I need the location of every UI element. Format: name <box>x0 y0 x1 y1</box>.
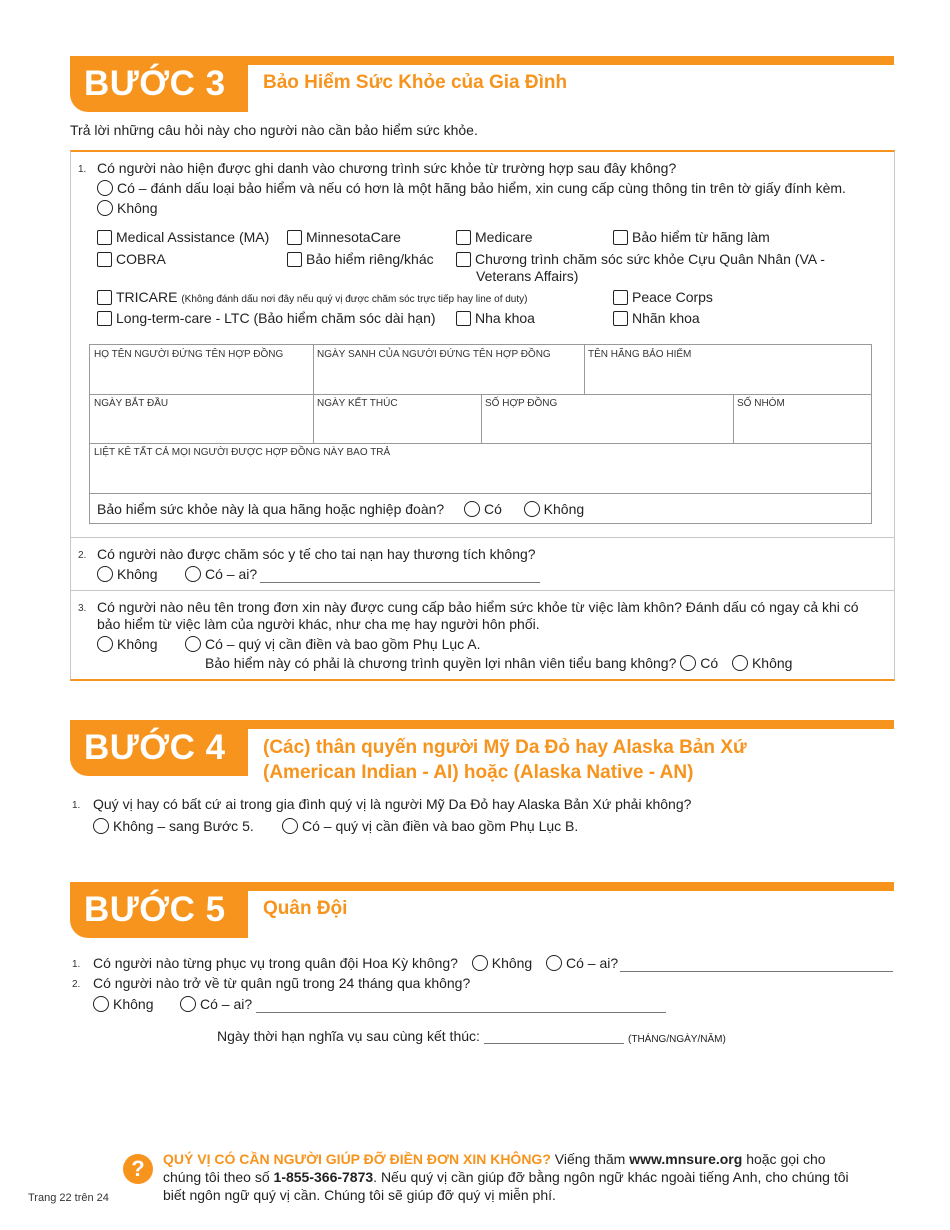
checkbox[interactable] <box>613 290 628 305</box>
radio-button[interactable] <box>97 200 113 216</box>
step5-badge: BƯỚC 5 <box>70 882 248 938</box>
checkbox-peace-corps[interactable]: Peace Corps <box>613 289 713 306</box>
q3-text-line1: Có người nào nêu tên trong đơn xin này được cung cấp bảo hiểm sức khỏe từ việc làm khôn? Đánh dấu có ngay cả khi có <box>97 599 859 615</box>
checkbox[interactable] <box>456 230 471 245</box>
website-link[interactable]: www.mnsure.org <box>629 1151 743 1167</box>
policy-holder-dob-field[interactable]: NGÀY SANH CỦA NGƯỜI ĐỨNG TÊN HỢP ĐỒNG <box>317 349 551 360</box>
q2-option-yes[interactable]: Có – ai? <box>185 566 257 583</box>
question-number: 3. <box>78 603 87 614</box>
step5-q1-who-input[interactable] <box>620 971 893 972</box>
checkbox[interactable] <box>97 311 112 326</box>
divider <box>70 537 895 538</box>
step5-q2-who-input[interactable] <box>256 1012 666 1013</box>
checkbox[interactable] <box>456 311 471 326</box>
step5-q2-text: Có người nào trở về từ quân ngũ trong 24 tháng qua không? <box>93 975 471 991</box>
step4-badge: BƯỚC 4 <box>70 720 248 776</box>
question-number: 1. <box>72 959 81 970</box>
radio-button[interactable] <box>185 636 201 652</box>
question-number: 1. <box>72 800 81 811</box>
through-employer-question: Bảo hiểm sức khỏe này là qua hãng hoặc nghiệp đoàn? Có Không <box>97 501 585 517</box>
step5-title: Quân Đội <box>263 898 348 919</box>
divider <box>70 590 895 591</box>
checkbox-medicare[interactable]: Medicare <box>456 229 533 246</box>
checkbox[interactable] <box>613 230 628 245</box>
question-number: 2. <box>78 550 87 561</box>
checkbox-minnesotacare[interactable]: MinnesotaCare <box>287 229 401 246</box>
help-text: QUÝ VỊ CÓ CẦN NGƯỜI GIÚP ĐỠ ĐIỀN ĐƠN XIN KHÔNG? Viếng thăm www.mnsure.org hoặc gọi cho chúng tôi theo số 1-855-366-7873. Nếu quý vị cần giúp đỡ bằng ngôn ngữ khác ngoài tiếng Anh, cho chúng tôi biết ngôn ngữ quý vị cần. Chúng tôi sẽ giúp đỡ quý vị miễn phí. <box>163 1151 849 1203</box>
q2-option-no[interactable]: Không <box>97 566 157 583</box>
radio-button[interactable] <box>472 955 488 971</box>
step5-q1-option-yes[interactable]: Có – ai? <box>546 955 618 971</box>
radio-button[interactable] <box>680 655 696 671</box>
step5-q2-option-no[interactable]: Không <box>93 996 153 1013</box>
checkbox[interactable] <box>97 252 112 267</box>
service-end-date-input[interactable] <box>484 1043 624 1044</box>
checkbox-medical-assistance[interactable]: Medical Assistance (MA) <box>97 229 269 246</box>
step4-title-line1: (Các) thân quyến người Mỹ Da Đỏ hay Alaska Bản Xứ <box>263 737 747 758</box>
step5-q1: Có người nào từng phục vụ trong quân đội Hoa Kỳ không? Không Có – ai? <box>93 955 619 971</box>
radio-button[interactable] <box>97 566 113 582</box>
end-date-field[interactable]: NGÀY KẾT THÚC <box>317 398 398 409</box>
q2-who-input[interactable] <box>260 582 540 583</box>
checkbox-vision[interactable]: Nhãn khoa <box>613 310 700 327</box>
radio-button[interactable] <box>546 955 562 971</box>
radio-button[interactable] <box>93 818 109 834</box>
step5-q1-option-no[interactable]: Không <box>472 955 532 971</box>
q3-option-yes[interactable]: Có – quý vị cần điền và bao gồm Phụ Lục A. <box>185 636 481 653</box>
checkbox-veterans-affairs[interactable]: Chương trình chăm sóc sức khỏe Cựu Quân Nhân (VA - <box>456 251 825 268</box>
q3-followup: Bảo hiểm này có phải là chương trình quyền lợi nhân viên tiểu bang không? Có Không <box>205 655 793 671</box>
checkbox-cobra[interactable]: COBRA <box>97 251 166 268</box>
policy-holder-name-field[interactable]: HỌ TÊN NGƯỜI ĐỨNG TÊN HỢP ĐỒNG <box>94 349 284 360</box>
help-question-icon: ? <box>123 1154 153 1184</box>
radio-button[interactable] <box>97 180 113 196</box>
radio-button[interactable] <box>93 996 109 1012</box>
checkbox-private-insurance[interactable]: Bảo hiểm riêng/khác <box>287 251 434 268</box>
start-date-field[interactable]: NGÀY BẮT ĐẦU <box>94 398 169 409</box>
radio-button[interactable] <box>185 566 201 582</box>
step3-title: Bảo Hiểm Sức Khỏe của Gia Đình <box>263 72 568 93</box>
checkbox[interactable] <box>287 252 302 267</box>
radio-button[interactable] <box>180 996 196 1012</box>
q1-option-yes[interactable]: Có – đánh dấu loại bảo hiểm và nếu có hơn là một hãng bảo hiểm, xin cung cấp cùng thông tin trên tờ giấy đính kèm. <box>97 180 846 197</box>
checkbox-veterans-affairs-label2: Veterans Affairs) <box>476 268 579 284</box>
phone-number: 1-855-366-7873 <box>273 1169 374 1185</box>
q3-followup-yes[interactable]: Có <box>680 655 718 671</box>
step3-intro: Trả lời những câu hỏi này cho người nào cần bảo hiểm sức khỏe. <box>70 122 478 138</box>
checkbox[interactable] <box>613 311 628 326</box>
checkbox[interactable] <box>456 252 471 267</box>
insurer-name-field[interactable]: TÊN HÃNG BẢO HIỂM <box>588 349 692 360</box>
checkbox-tricare[interactable]: TRICARE (Không đánh dấu nơi đây nếu quý vị được chăm sóc trực tiếp hay line of duty) <box>97 289 527 308</box>
page-number: Trang 22 trên 24 <box>28 1192 109 1204</box>
checkbox[interactable] <box>287 230 302 245</box>
radio-button[interactable] <box>732 655 748 671</box>
checkbox[interactable] <box>97 230 112 245</box>
question-number: 2. <box>72 979 81 990</box>
step4-q1-text: Quý vị hay có bất cứ ai trong gia đình quý vị là người Mỹ Da Đỏ hay Alaska Bản Xứ phải không? <box>93 796 692 812</box>
q1-text: Có người nào hiện được ghi danh vào chương trình sức khỏe từ trường hợp sau đây không? <box>97 160 677 176</box>
q3-option-no[interactable]: Không <box>97 636 157 653</box>
through-employer-no[interactable]: Không <box>524 501 584 517</box>
radio-button[interactable] <box>464 501 480 517</box>
q1-option-no[interactable]: Không <box>97 200 157 217</box>
checkbox-long-term-care[interactable]: Long-term-care - LTC (Bảo hiểm chăm sóc dài hạn) <box>97 310 436 327</box>
step4-q1-option-no[interactable]: Không – sang Bước 5. <box>93 818 254 835</box>
checkbox-dental[interactable]: Nha khoa <box>456 310 535 327</box>
question-number: 1. <box>78 164 87 175</box>
radio-button[interactable] <box>97 636 113 652</box>
radio-button[interactable] <box>524 501 540 517</box>
step3-badge: BƯỚC 3 <box>70 56 248 112</box>
table-divider <box>90 493 871 494</box>
group-number-field[interactable]: SỐ NHÓM <box>737 398 785 409</box>
radio-button[interactable] <box>282 818 298 834</box>
covered-people-field[interactable]: LIỆT KÊ TẤT CẢ MỌI NGƯỜI ĐƯỢC HỢP ĐỒNG NÀY BAO TRẢ <box>94 447 391 458</box>
step5-q2-option-yes[interactable]: Có – ai? <box>180 996 252 1013</box>
service-end-date-label: Ngày thời hạn nghĩa vụ sau cùng kết thúc: <box>217 1028 480 1044</box>
checkbox[interactable] <box>97 290 112 305</box>
through-employer-yes[interactable]: Có <box>464 501 502 517</box>
policy-number-field[interactable]: SỐ HỢP ĐỒNG <box>485 398 558 409</box>
checkbox-employer-insurance[interactable]: Bảo hiểm từ hãng làm <box>613 229 770 246</box>
q2-text: Có người nào được chăm sóc y tế cho tai nạn hay thương tích không? <box>97 546 536 562</box>
step4-q1-option-yes[interactable]: Có – quý vị cần điền và bao gồm Phụ Lục B. <box>282 818 578 835</box>
insurance-details-table <box>89 344 872 524</box>
q3-text-line2: bảo hiểm từ việc làm của người khác, như cha mẹ hay người hôn phối. <box>97 616 540 632</box>
step4-title-line2: (American Indian - AI) hoặc (Alaska Native - AN) <box>263 762 694 783</box>
service-end-date-format: (THÁNG/NGÀY/NĂM) <box>628 1034 726 1045</box>
q3-followup-no[interactable]: Không <box>732 655 792 671</box>
